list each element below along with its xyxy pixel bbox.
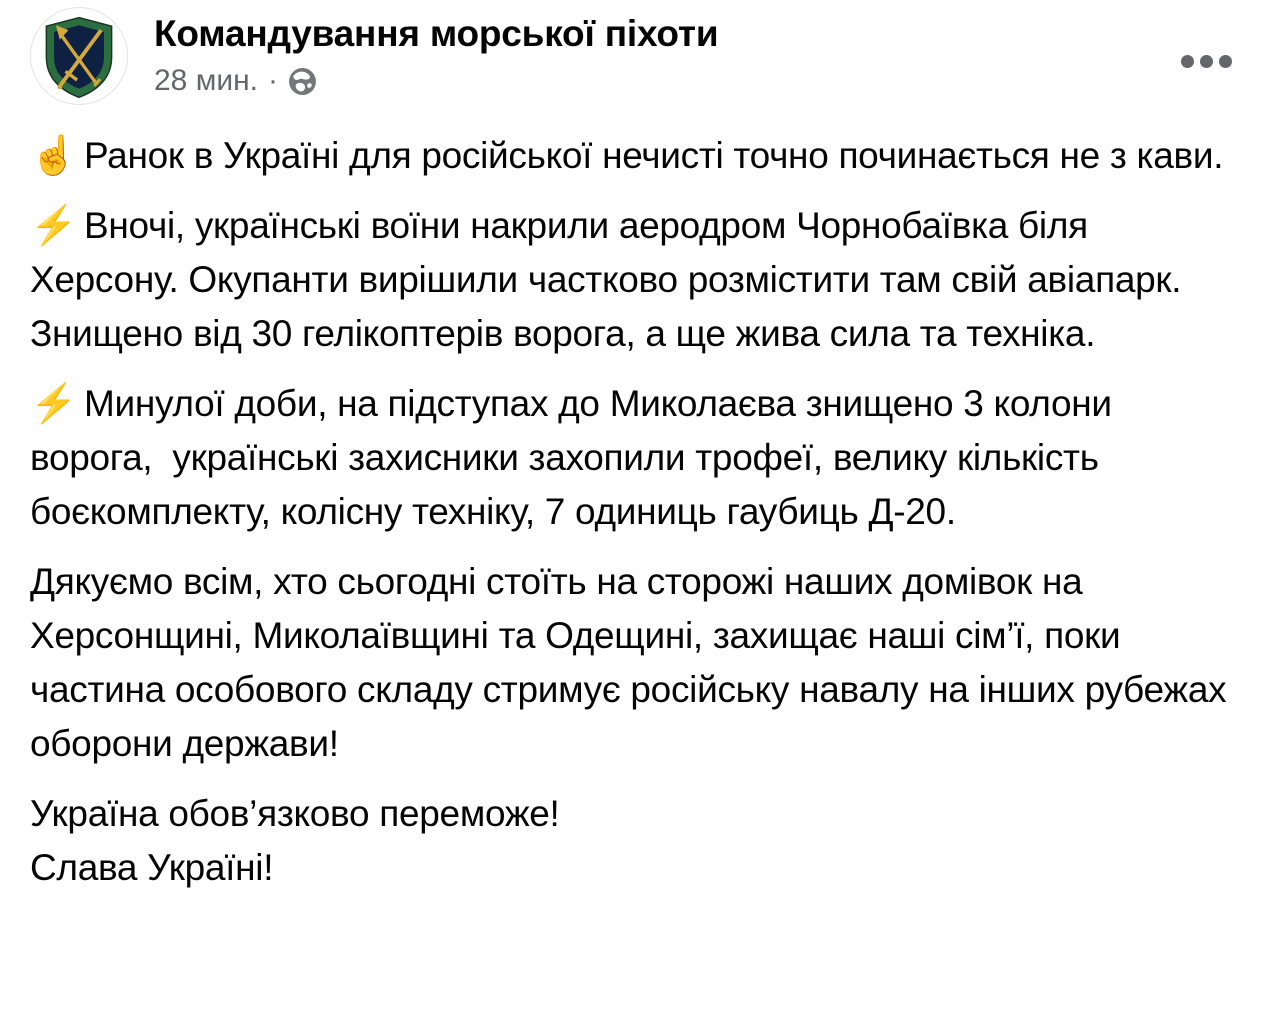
- post-paragraph: [30, 199, 1242, 361]
- paragraph-text: Дякуємо всім, хто сьогодні стоїть на сторожі наших домівок на Херсонщині, Миколаївщині та Одещині, захищає наші сім’ї, поки частина особового складу стримує російську навалу на інших рубежах оборони держави!: [30, 561, 1237, 764]
- post-header-text: [154, 7, 718, 98]
- post-paragraph: [30, 129, 1242, 183]
- marine-corps-emblem-icon: [31, 8, 127, 104]
- ellipsis-icon: [1200, 55, 1213, 68]
- post-meta: [154, 64, 718, 98]
- avatar[interactable]: [30, 7, 128, 105]
- post-body: [30, 129, 1242, 895]
- lightning-emoji: ⚡: [30, 205, 78, 247]
- paragraph-line: Слава Україні!: [30, 847, 274, 888]
- paragraph-text: Минулої доби, на підступах до Миколаєва знищено 3 колони ворога, українські захисники захопили трофеї, велику кількість боєкомплекту, колісну техніку, 7 одиниць гаубиць Д-20.: [30, 383, 1122, 532]
- post-paragraph: [30, 377, 1242, 539]
- meta-separator: ·: [268, 64, 278, 97]
- ellipsis-icon: [1181, 55, 1194, 68]
- post-header: [30, 7, 1250, 105]
- paragraph-text: Вночі, українські воїни накрили аеродром Чорнобаївка біля Херсону. Окупанти вирішили частково розмістити там свій авіапарк. Знищено від 30 гелікоптерів ворога, а ще жива сила та техніка.: [30, 205, 1192, 354]
- globe-icon: [288, 67, 317, 96]
- paragraph-line: Україна обов’язково переможе!: [30, 793, 560, 834]
- point-up-emoji: ☝: [30, 135, 78, 177]
- lightning-emoji: ⚡: [30, 383, 78, 425]
- post-paragraph: [30, 555, 1242, 771]
- ellipsis-icon: [1219, 55, 1232, 68]
- page-name-link[interactable]: Командування морської піхоти: [154, 13, 719, 54]
- post-options-button[interactable]: [1173, 47, 1240, 76]
- paragraph-text: Ранок в Україні для російської нечисті точно починається не з кави.: [84, 135, 1224, 176]
- post-paragraph: [30, 787, 1242, 895]
- timestamp-link[interactable]: 28 мин.: [154, 64, 258, 97]
